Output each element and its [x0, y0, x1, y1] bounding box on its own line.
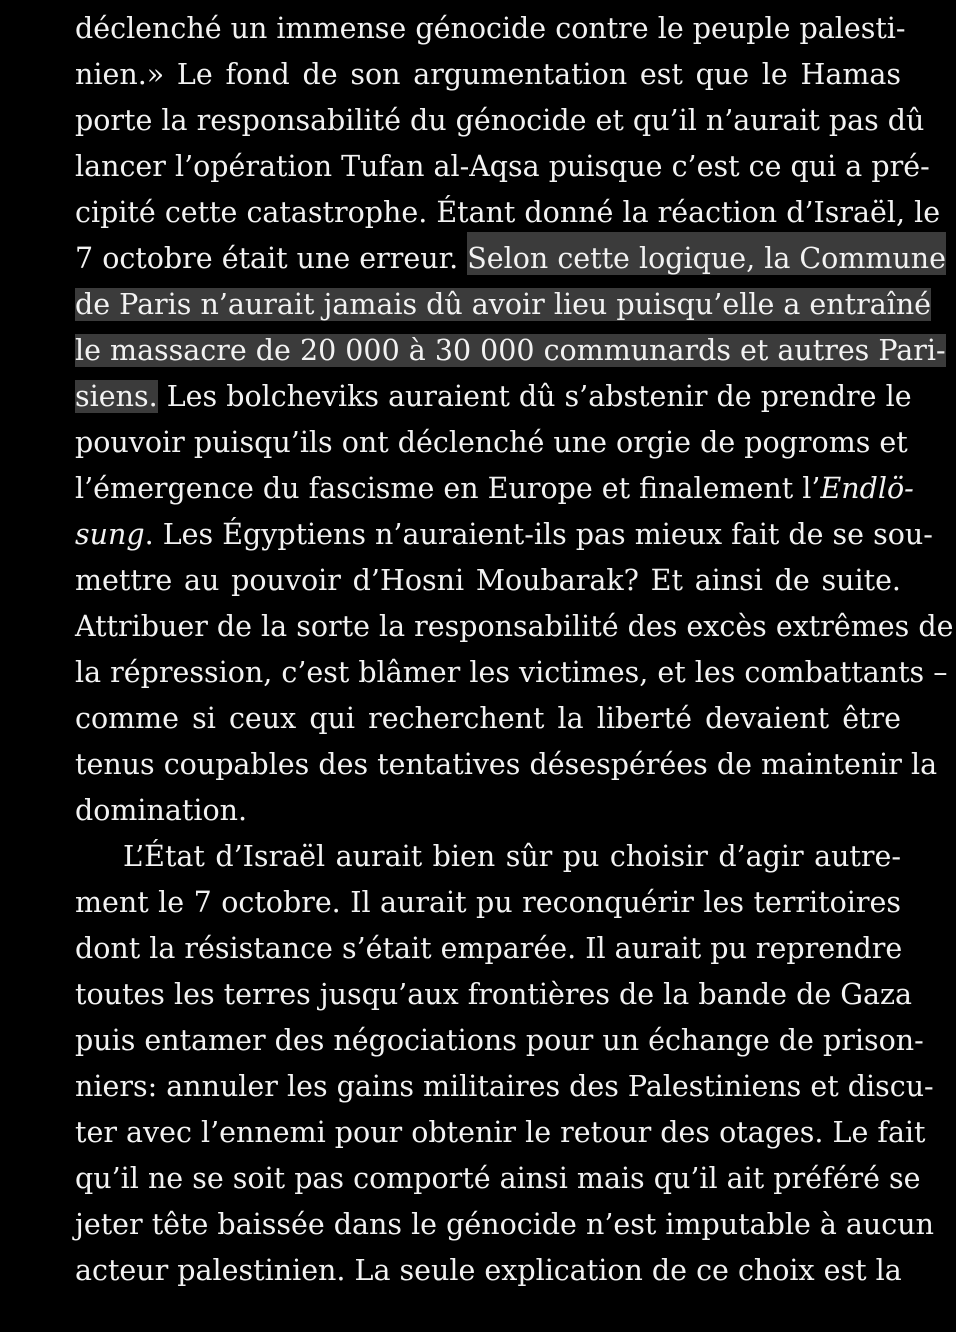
- text-line[interactable]: pouvoir puisqu’ils ont déclenché une orgie de pogroms et: [75, 426, 908, 459]
- text-line[interactable]: [75, 282, 932, 328]
- text-line[interactable]: nien.» Le fond de son argumentation est que le Hamas: [75, 58, 901, 91]
- text-line[interactable]: niers: annuler les gains militaires des Palestiniens et discu-: [75, 1070, 934, 1103]
- text-run: l’émergence du fascisme en Europe et finalement l’: [75, 472, 821, 505]
- text-line[interactable]: cipité cette catastrophe. Étant donné la réaction d’Israël, le: [75, 196, 941, 229]
- reader-page: [75, 6, 954, 1294]
- text-line[interactable]: [75, 374, 912, 420]
- paragraph-2: [75, 834, 934, 1294]
- text-line[interactable]: porte la responsabilité du génocide et qu’il n’aurait pas dû: [75, 104, 925, 137]
- text-run: . Les Égyptiens n’auraient-ils pas mieux fait de se sou-: [144, 518, 933, 551]
- text-line[interactable]: [75, 466, 914, 512]
- text-line[interactable]: qu’il ne se soit pas comporté ainsi mais qu’il ait préféré se: [75, 1162, 921, 1195]
- text-line[interactable]: puis entamer des négociations pour un échange de prison-: [75, 1024, 924, 1057]
- italic-term: Endlö-: [820, 472, 914, 505]
- text-run: 7 octobre était une erreur.: [75, 242, 459, 275]
- text-line[interactable]: mettre au pouvoir d’Hosni Moubarak? Et ainsi de suite.: [75, 564, 901, 597]
- text-line[interactable]: toutes les terres jusqu’aux frontières de la bande de Gaza: [75, 978, 913, 1011]
- text-line[interactable]: Attribuer de la sorte la responsabilité des excès extrêmes de: [75, 610, 954, 643]
- text-line[interactable]: [75, 236, 946, 282]
- text-line[interactable]: [75, 512, 933, 558]
- text-run: Les bolcheviks auraient dû s’abstenir de prendre le: [166, 380, 912, 413]
- highlighted-text[interactable]: de Paris n’aurait jamais dû avoir lieu puisqu’elle a entraîné: [75, 288, 932, 321]
- text-line[interactable]: domination.: [75, 794, 248, 827]
- highlighted-text[interactable]: le massacre de 20 000 à 30 000 communards et autres Pari-: [75, 334, 946, 367]
- highlighted-text[interactable]: Selon cette logique, la Commune: [467, 232, 946, 275]
- italic-term: sung: [75, 518, 145, 551]
- text-line[interactable]: la répression, c’est blâmer les victimes, et les combattants –: [75, 656, 948, 689]
- paragraph-1: [75, 6, 954, 834]
- text-line[interactable]: lancer l’opération Tufan al-Aqsa puisque c’est ce qui a pré-: [75, 150, 930, 183]
- text-line[interactable]: ment le 7 octobre. Il aurait pu reconquérir les territoires: [75, 886, 901, 919]
- text-line[interactable]: L’État d’Israël aurait bien sûr pu choisir d’agir autre-: [123, 840, 901, 873]
- text-line[interactable]: [75, 328, 946, 374]
- text-line[interactable]: acteur palestinien. La seule explication de ce choix est la: [75, 1254, 902, 1287]
- highlighted-text[interactable]: siens.: [75, 380, 158, 413]
- text-line[interactable]: dont la résistance s’était emparée. Il aurait pu reprendre: [75, 932, 903, 965]
- text-line[interactable]: jeter tête baissée dans le génocide n’est imputable à aucun: [75, 1208, 934, 1241]
- text-line[interactable]: tenus coupables des tentatives désespérées de maintenir la: [75, 748, 938, 781]
- text-line[interactable]: déclenché un immense génocide contre le peuple palesti-: [75, 12, 906, 45]
- text-line[interactable]: comme si ceux qui recherchent la liberté devaient être: [75, 702, 901, 735]
- text-line[interactable]: ter avec l’ennemi pour obtenir le retour des otages. Le fait: [75, 1116, 926, 1149]
